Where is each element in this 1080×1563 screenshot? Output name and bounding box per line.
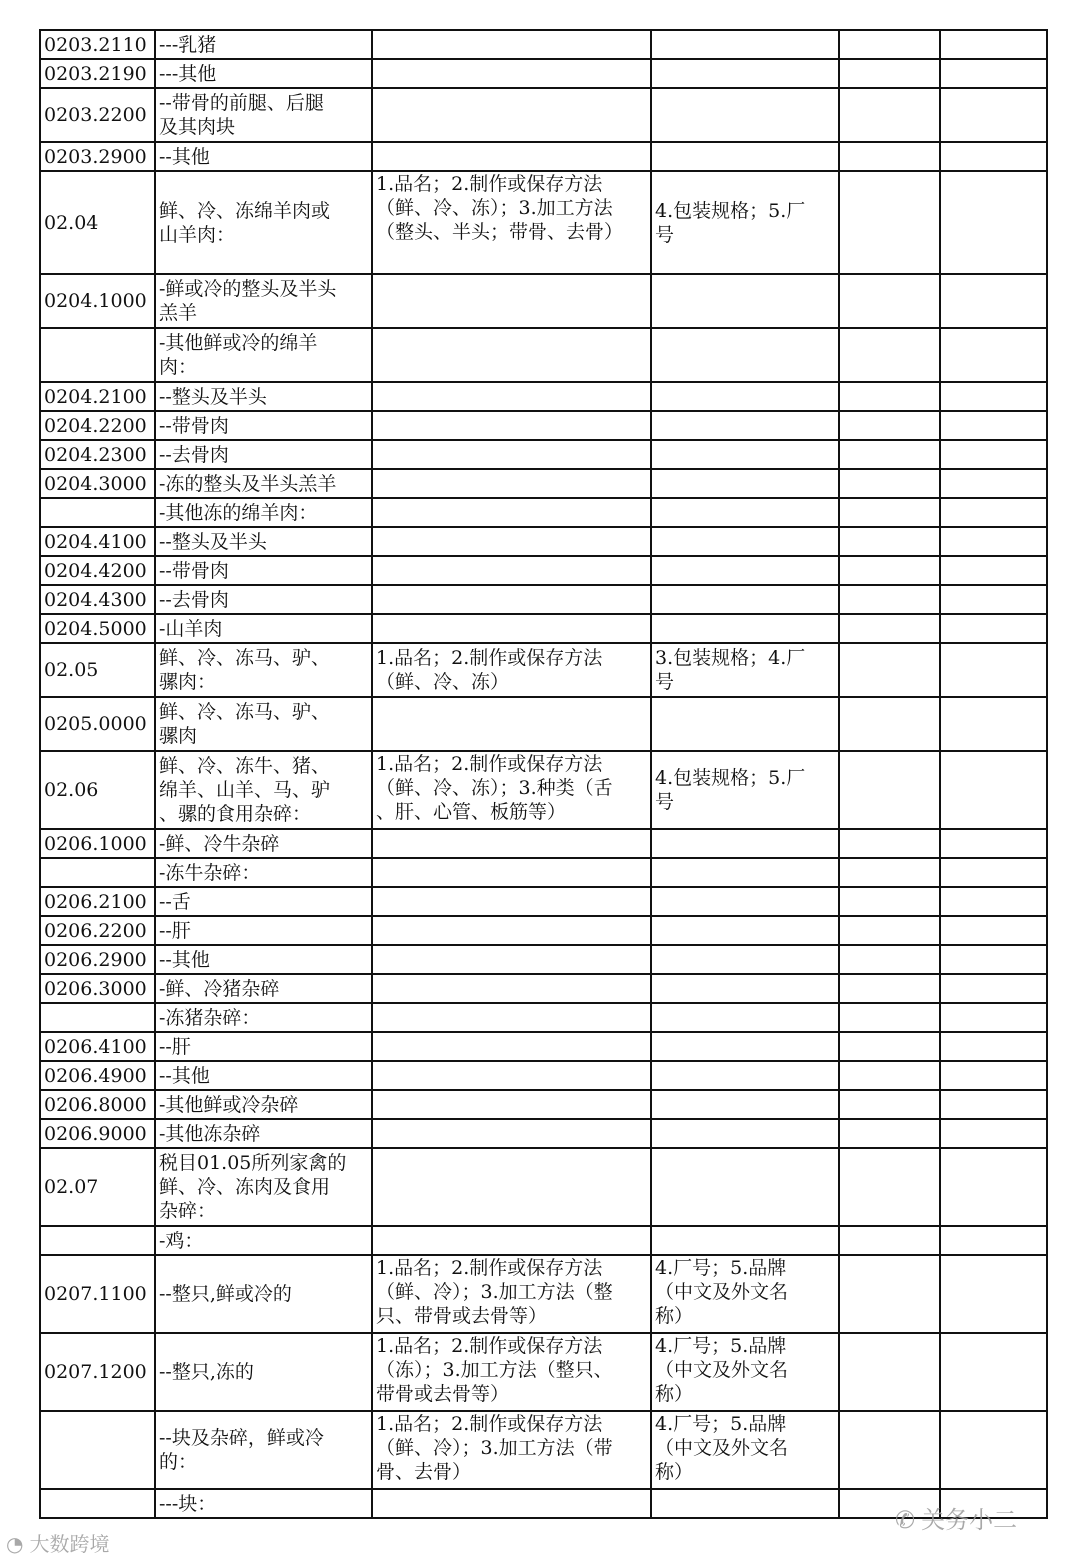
cell-col-5	[839, 829, 940, 858]
cell-col-6	[940, 440, 1047, 469]
cell-hs-code: 0203.2110	[40, 30, 155, 59]
cell-required-elements-b: 4.包装规格；5.厂 号	[651, 171, 839, 274]
cell-required-elements-b	[651, 887, 839, 916]
cell-required-elements-a	[372, 585, 651, 614]
cell-col-6	[940, 751, 1047, 829]
cell-required-elements-b	[651, 974, 839, 1003]
cell-required-elements-a	[372, 1003, 651, 1032]
cell-required-elements-a	[372, 527, 651, 556]
cell-description: 鲜、冷、冻绵羊肉或 山羊肉：	[155, 171, 372, 274]
cell-col-6	[940, 974, 1047, 1003]
cell-col-6	[940, 328, 1047, 382]
cell-description: -其他鲜或冷的绵羊 肉：	[155, 328, 372, 382]
cell-required-elements-a	[372, 498, 651, 527]
cell-hs-code: 0203.2900	[40, 142, 155, 171]
cell-col-5	[839, 498, 940, 527]
table-row	[40, 1255, 1047, 1333]
cell-col-5	[839, 411, 940, 440]
cell-hs-code: 0204.4300	[40, 585, 155, 614]
cell-required-elements-a	[372, 829, 651, 858]
cell-col-6	[940, 614, 1047, 643]
cell-col-5	[839, 1032, 940, 1061]
cell-required-elements-b	[651, 1489, 839, 1518]
cell-required-elements-a	[372, 945, 651, 974]
cell-required-elements-b	[651, 1003, 839, 1032]
cell-description: ---乳猪	[155, 30, 372, 59]
table-row	[40, 498, 1047, 527]
cell-hs-code: 0206.1000	[40, 829, 155, 858]
tariff-table-body	[40, 30, 1047, 1518]
cell-description: --整头及半头	[155, 382, 372, 411]
cell-col-6	[940, 916, 1047, 945]
cell-col-5	[839, 945, 940, 974]
table-row	[40, 1061, 1047, 1090]
cell-col-6	[940, 1090, 1047, 1119]
cell-required-elements-a	[372, 411, 651, 440]
cell-col-6	[940, 382, 1047, 411]
table-row	[40, 614, 1047, 643]
cell-required-elements-b	[651, 1119, 839, 1148]
cell-hs-code: 0206.4100	[40, 1032, 155, 1061]
cell-description: -鲜、冷牛杂碎	[155, 829, 372, 858]
table-row	[40, 1119, 1047, 1148]
table-row	[40, 171, 1047, 274]
cell-hs-code: 02.06	[40, 751, 155, 829]
cell-required-elements-a	[372, 1489, 651, 1518]
cell-description: -其他冻杂碎	[155, 1119, 372, 1148]
cell-description: 鲜、冷、冻马、驴、 骡肉：	[155, 643, 372, 697]
cell-required-elements-a	[372, 440, 651, 469]
cell-required-elements-b	[651, 142, 839, 171]
cell-required-elements-b	[651, 916, 839, 945]
cell-required-elements-b: 4.厂号；5.品牌 （中文及外文名 称）	[651, 1411, 839, 1489]
cell-required-elements-a	[372, 1061, 651, 1090]
cell-hs-code: 0204.2300	[40, 440, 155, 469]
cell-description: --带骨肉	[155, 556, 372, 585]
cell-hs-code: 0204.2100	[40, 382, 155, 411]
cell-required-elements-b: 4.厂号；5.品牌 （中文及外文名 称）	[651, 1255, 839, 1333]
cell-description: --其他	[155, 1061, 372, 1090]
cell-hs-code	[40, 328, 155, 382]
cell-col-6	[940, 945, 1047, 974]
cell-description: -其他鲜或冷杂碎	[155, 1090, 372, 1119]
cell-required-elements-b	[651, 1226, 839, 1255]
cell-required-elements-a	[372, 974, 651, 1003]
cell-col-6	[940, 643, 1047, 697]
cell-hs-code: 02.05	[40, 643, 155, 697]
cell-hs-code	[40, 1411, 155, 1489]
cell-required-elements-b	[651, 1061, 839, 1090]
cell-description: --其他	[155, 142, 372, 171]
cell-col-5	[839, 1255, 940, 1333]
cell-description: -山羊肉	[155, 614, 372, 643]
cell-col-6	[940, 829, 1047, 858]
table-row	[40, 829, 1047, 858]
cell-col-6	[940, 1032, 1047, 1061]
cell-description: --其他	[155, 945, 372, 974]
cell-col-5	[839, 274, 940, 328]
table-row	[40, 916, 1047, 945]
table-row	[40, 142, 1047, 171]
cell-col-5	[839, 585, 940, 614]
cell-col-6	[940, 527, 1047, 556]
cell-hs-code: 0204.3000	[40, 469, 155, 498]
cell-hs-code: 0206.4900	[40, 1061, 155, 1090]
cell-required-elements-b: 3.包装规格；4.厂 号	[651, 643, 839, 697]
cell-hs-code	[40, 1226, 155, 1255]
cell-hs-code: 0203.2200	[40, 88, 155, 142]
cell-col-6	[940, 585, 1047, 614]
cell-col-5	[839, 382, 940, 411]
cell-description: -冻的整头及半头羔羊	[155, 469, 372, 498]
cell-col-6	[940, 171, 1047, 274]
cell-hs-code	[40, 858, 155, 887]
cell-required-elements-b	[651, 440, 839, 469]
watermark-left	[6, 1528, 109, 1557]
cell-required-elements-b	[651, 858, 839, 887]
cell-col-5	[839, 1119, 940, 1148]
cell-description: --整只,鲜或冷的	[155, 1255, 372, 1333]
cell-description: ---块：	[155, 1489, 372, 1518]
table-row	[40, 858, 1047, 887]
cell-col-6	[940, 887, 1047, 916]
cell-hs-code: 02.04	[40, 171, 155, 274]
cell-description: --带骨的前腿、后腿 及其肉块	[155, 88, 372, 142]
tariff-table	[39, 29, 1048, 1519]
cell-col-5	[839, 858, 940, 887]
cell-required-elements-b	[651, 945, 839, 974]
cell-required-elements-b	[651, 30, 839, 59]
cell-required-elements-b	[651, 697, 839, 751]
cell-hs-code: 0204.5000	[40, 614, 155, 643]
cell-description: -冻猪杂碎：	[155, 1003, 372, 1032]
cell-required-elements-b	[651, 274, 839, 328]
cell-hs-code: 0206.3000	[40, 974, 155, 1003]
cell-col-5	[839, 1003, 940, 1032]
cell-hs-code: 0204.4200	[40, 556, 155, 585]
cell-required-elements-b	[651, 382, 839, 411]
watermark-right-text: 关务小二	[921, 1506, 1018, 1534]
table-row	[40, 88, 1047, 142]
cell-col-5	[839, 88, 940, 142]
cell-hs-code: 0204.1000	[40, 274, 155, 328]
cell-hs-code	[40, 1003, 155, 1032]
cell-required-elements-a	[372, 1226, 651, 1255]
cell-col-5	[839, 59, 940, 88]
cell-required-elements-a	[372, 88, 651, 142]
cell-col-5	[839, 916, 940, 945]
cell-hs-code: 0206.2900	[40, 945, 155, 974]
cell-hs-code: 0204.2200	[40, 411, 155, 440]
table-row	[40, 328, 1047, 382]
cell-required-elements-a	[372, 469, 651, 498]
table-row	[40, 887, 1047, 916]
cell-required-elements-a	[372, 858, 651, 887]
cell-col-5	[839, 142, 940, 171]
cell-hs-code: 0204.4100	[40, 527, 155, 556]
watermark-left-text: 大数跨境	[29, 1532, 110, 1556]
table-row	[40, 1003, 1047, 1032]
cell-description: 鲜、冷、冻马、驴、 骡肉	[155, 697, 372, 751]
table-row	[40, 1148, 1047, 1226]
cell-col-5	[839, 30, 940, 59]
cell-col-5	[839, 1333, 940, 1411]
table-row	[40, 382, 1047, 411]
cell-col-5	[839, 440, 940, 469]
cell-col-6	[940, 1119, 1047, 1148]
cell-col-6	[940, 1333, 1047, 1411]
cell-hs-code: 0206.9000	[40, 1119, 155, 1148]
cell-description: --去骨肉	[155, 440, 372, 469]
cell-description: -鲜或冷的整头及半头 羔羊	[155, 274, 372, 328]
cell-required-elements-b	[651, 328, 839, 382]
table-row	[40, 585, 1047, 614]
cell-col-5	[839, 527, 940, 556]
cell-description: -鲜、冷猪杂碎	[155, 974, 372, 1003]
cell-required-elements-a	[372, 328, 651, 382]
cell-required-elements-a	[372, 274, 651, 328]
wechat-icon: ✆	[895, 1506, 916, 1534]
cell-col-6	[940, 274, 1047, 328]
table-row	[40, 643, 1047, 697]
table-row	[40, 751, 1047, 829]
cell-col-6	[940, 59, 1047, 88]
cell-col-6	[940, 1226, 1047, 1255]
cell-description: -鸡：	[155, 1226, 372, 1255]
cell-hs-code: 0206.8000	[40, 1090, 155, 1119]
cell-col-5	[839, 1226, 940, 1255]
cell-description: 鲜、冷、冻牛、猪、 绵羊、山羊、马、驴 、骡的食用杂碎：	[155, 751, 372, 829]
cell-description: --整只,冻的	[155, 1333, 372, 1411]
cell-description: -其他冻的绵羊肉：	[155, 498, 372, 527]
cell-col-6	[940, 697, 1047, 751]
watermark-right	[895, 1500, 1017, 1535]
table-row	[40, 1226, 1047, 1255]
cell-description: --块及杂碎，鲜或冷 的：	[155, 1411, 372, 1489]
cell-required-elements-a: 1.品名；2.制作或保存方法 （鲜、冷、冻）；3.加工方法 （整头、半头；带骨、去骨）	[372, 171, 651, 274]
cell-col-5	[839, 1411, 940, 1489]
cell-hs-code: 0203.2190	[40, 59, 155, 88]
cell-required-elements-a	[372, 30, 651, 59]
cell-col-6	[940, 498, 1047, 527]
cell-col-6	[940, 1003, 1047, 1032]
cell-required-elements-b	[651, 1090, 839, 1119]
cell-required-elements-b	[651, 556, 839, 585]
cell-col-6	[940, 30, 1047, 59]
cell-required-elements-b	[651, 1032, 839, 1061]
cell-col-6	[940, 411, 1047, 440]
table-row	[40, 945, 1047, 974]
cell-col-5	[839, 171, 940, 274]
cell-col-5	[839, 328, 940, 382]
cell-description: 税目01.05所列家禽的 鲜、冷、冻肉及食用 杂碎：	[155, 1148, 372, 1226]
cell-col-6	[940, 556, 1047, 585]
cell-description: --肝	[155, 1032, 372, 1061]
cell-required-elements-b	[651, 88, 839, 142]
cell-hs-code: 0206.2100	[40, 887, 155, 916]
cell-required-elements-a: 1.品名；2.制作或保存方法 （冻）；3.加工方法（整只、 带骨或去骨等）	[372, 1333, 651, 1411]
cell-required-elements-a: 1.品名；2.制作或保存方法 （鲜、冷、冻）；3.种类（舌 、肝、心管、板筋等）	[372, 751, 651, 829]
cell-hs-code: 0205.0000	[40, 697, 155, 751]
table-row	[40, 697, 1047, 751]
cell-description: --舌	[155, 887, 372, 916]
cell-col-5	[839, 614, 940, 643]
cell-required-elements-a	[372, 887, 651, 916]
cell-hs-code: 0206.2200	[40, 916, 155, 945]
table-row	[40, 974, 1047, 1003]
cell-required-elements-a	[372, 1090, 651, 1119]
cell-hs-code: 02.07	[40, 1148, 155, 1226]
cell-col-6	[940, 1061, 1047, 1090]
cell-required-elements-b	[651, 585, 839, 614]
cell-required-elements-b	[651, 527, 839, 556]
cell-description: --去骨肉	[155, 585, 372, 614]
cell-required-elements-a	[372, 916, 651, 945]
cell-col-6	[940, 1255, 1047, 1333]
table-row	[40, 1411, 1047, 1489]
table-row	[40, 527, 1047, 556]
cell-col-5	[839, 751, 940, 829]
cell-required-elements-a	[372, 614, 651, 643]
table-row	[40, 59, 1047, 88]
table-row	[40, 1333, 1047, 1411]
cell-required-elements-a: 1.品名；2.制作或保存方法 （鲜、冷）；3.加工方法（整 只、带骨或去骨等）	[372, 1255, 651, 1333]
cell-description: --整头及半头	[155, 527, 372, 556]
cell-col-5	[839, 556, 940, 585]
cell-required-elements-a	[372, 556, 651, 585]
cell-hs-code: 0207.1100	[40, 1255, 155, 1333]
cell-col-6	[940, 1148, 1047, 1226]
cell-required-elements-a	[372, 1148, 651, 1226]
cell-col-5	[839, 1090, 940, 1119]
cell-required-elements-a	[372, 142, 651, 171]
cell-description: -冻牛杂碎：	[155, 858, 372, 887]
cell-description: ---其他	[155, 59, 372, 88]
cell-required-elements-a	[372, 1032, 651, 1061]
table-row	[40, 1090, 1047, 1119]
cell-required-elements-a	[372, 1119, 651, 1148]
cell-required-elements-a	[372, 382, 651, 411]
cell-description: --带骨肉	[155, 411, 372, 440]
table-row	[40, 274, 1047, 328]
cell-required-elements-a	[372, 59, 651, 88]
cell-required-elements-a: 1.品名；2.制作或保存方法 （鲜、冷）；3.加工方法（带 骨、去骨）	[372, 1411, 651, 1489]
cell-col-5	[839, 643, 940, 697]
cell-required-elements-b: 4.厂号；5.品牌 （中文及外文名 称）	[651, 1333, 839, 1411]
cell-hs-code: 0207.1200	[40, 1333, 155, 1411]
cell-col-5	[839, 974, 940, 1003]
cell-col-5	[839, 1148, 940, 1226]
table-row	[40, 30, 1047, 59]
cell-col-5	[839, 469, 940, 498]
cell-col-6	[940, 88, 1047, 142]
table-row	[40, 1032, 1047, 1061]
cell-required-elements-a: 1.品名；2.制作或保存方法 （鲜、冷、冻）	[372, 643, 651, 697]
cell-hs-code	[40, 498, 155, 527]
cell-col-5	[839, 887, 940, 916]
table-row	[40, 411, 1047, 440]
cell-col-6	[940, 469, 1047, 498]
cell-col-6	[940, 858, 1047, 887]
cell-required-elements-b	[651, 411, 839, 440]
cell-col-6	[940, 142, 1047, 171]
cell-required-elements-b	[651, 498, 839, 527]
logo-icon: ◔	[6, 1532, 24, 1556]
cell-required-elements-a	[372, 697, 651, 751]
cell-required-elements-b	[651, 1148, 839, 1226]
cell-col-6	[940, 1411, 1047, 1489]
cell-required-elements-b	[651, 59, 839, 88]
table-row	[40, 469, 1047, 498]
cell-description: --肝	[155, 916, 372, 945]
table-row	[40, 440, 1047, 469]
cell-required-elements-b	[651, 829, 839, 858]
cell-required-elements-b	[651, 469, 839, 498]
cell-required-elements-b: 4.包装规格；5.厂 号	[651, 751, 839, 829]
cell-col-5	[839, 1061, 940, 1090]
cell-hs-code	[40, 1489, 155, 1518]
table-row	[40, 556, 1047, 585]
cell-required-elements-b	[651, 614, 839, 643]
cell-col-5	[839, 697, 940, 751]
